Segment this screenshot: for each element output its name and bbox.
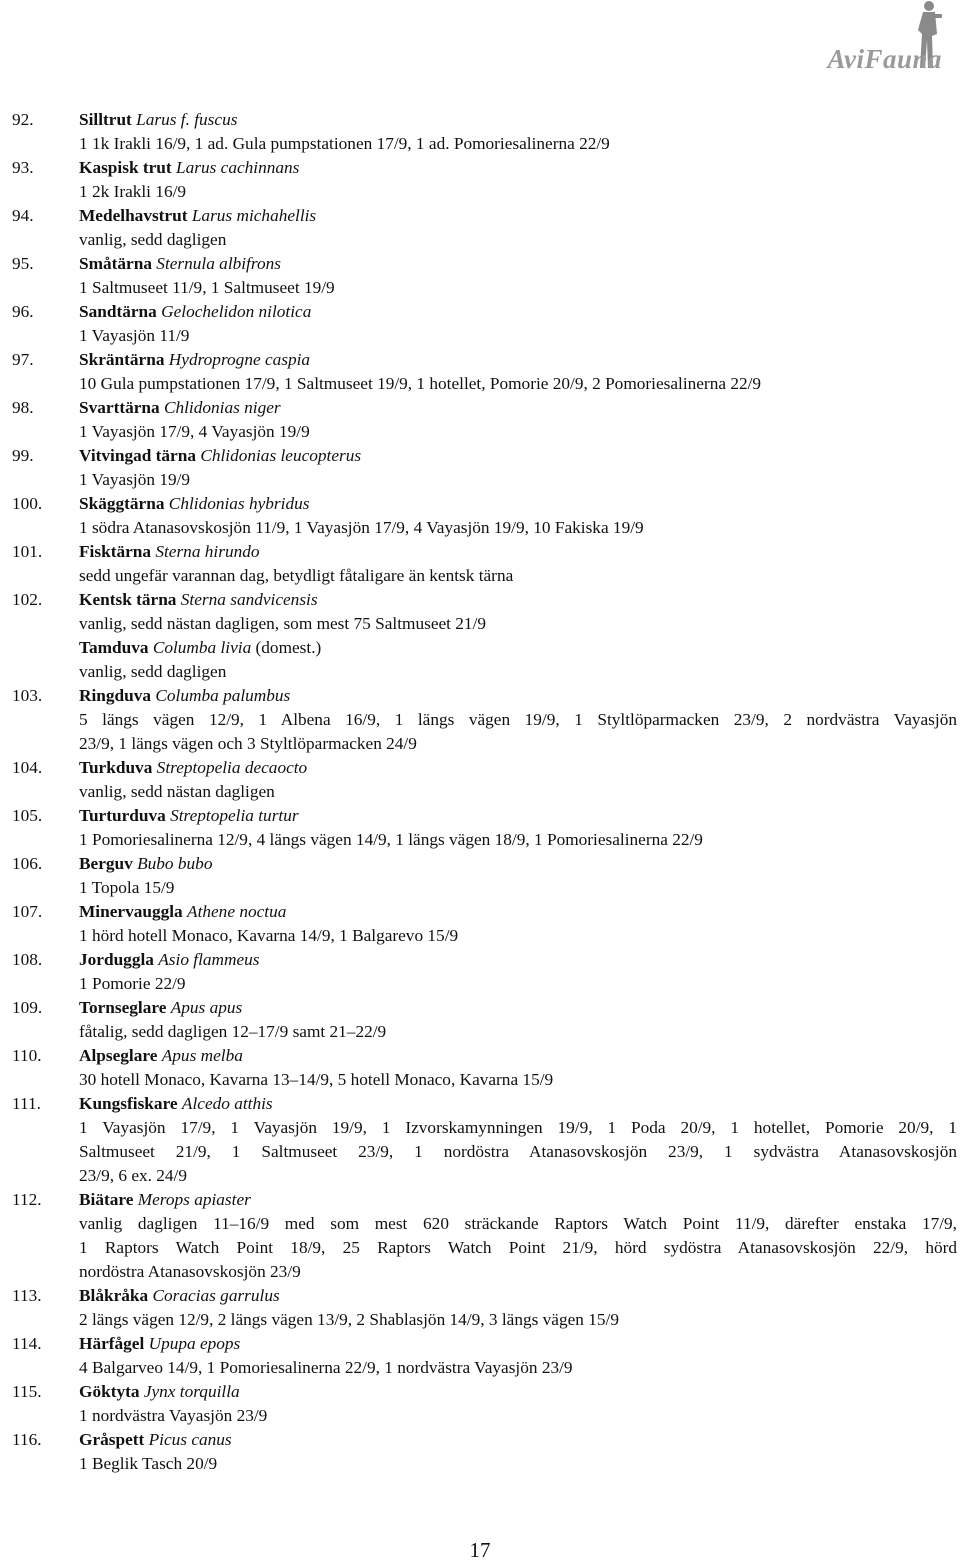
species-title — [79, 1092, 273, 1116]
species-title — [79, 348, 310, 372]
species-title — [79, 540, 260, 564]
species-title — [79, 1428, 232, 1452]
scientific-name: Hydroprogne caspia — [168, 350, 311, 369]
species-number: 114. — [12, 1334, 42, 1353]
observation-line — [0, 612, 960, 636]
species-entry — [0, 348, 960, 396]
page-number: 17 — [469, 1538, 491, 1562]
scientific-name: Columba palumbus — [155, 686, 291, 705]
species-heading — [0, 1284, 960, 1308]
species-number: 98. — [12, 398, 34, 417]
observation-text: 5 längs vägen 12/9, 1 Albena 16/9, 1 längs vägen 19/9, 1 Styltlöparmacken 23/9, 2 nordvästra Vayasjön — [79, 710, 957, 729]
observation-text: 1 Saltmuseet 11/9, 1 Saltmuseet 19/9 — [79, 278, 335, 297]
species-number: 113. — [12, 1286, 42, 1305]
species-title — [79, 804, 299, 828]
species-heading — [0, 900, 960, 924]
observation-line — [0, 228, 960, 252]
scientific-name: Sternula albifrons — [156, 254, 281, 273]
observation-text: 1 1k Irakli 16/9, 1 ad. Gula pumpstationen 17/9, 1 ad. Pomoriesalinerna 22/9 — [79, 134, 610, 153]
species-title — [79, 900, 286, 924]
scientific-name: Columba livia — [152, 638, 252, 657]
species-entry — [0, 684, 960, 756]
swedish-name: Berguv — [79, 854, 133, 873]
swedish-name: Svarttärna — [79, 398, 160, 417]
observation-line — [0, 732, 960, 756]
observation-text: 1 Beglik Tasch 20/9 — [79, 1454, 218, 1473]
species-title — [79, 948, 260, 972]
species-heading — [0, 252, 960, 276]
scientific-name: Jynx torquilla — [143, 1382, 240, 1401]
observation-text: fåtalig, sedd dagligen 12–17/9 samt 21–22/9 — [79, 1022, 387, 1041]
observation-text: nordöstra Atanasovskosjön 23/9 — [79, 1262, 301, 1281]
species-entry — [0, 756, 960, 804]
scientific-name: Streptopelia decaocto — [156, 758, 308, 777]
species-heading — [0, 444, 960, 468]
species-number: 105. — [12, 806, 43, 825]
species-heading — [0, 300, 960, 324]
scientific-name: Larus michahellis — [191, 206, 317, 225]
observation-text: vanlig, sedd dagligen — [79, 230, 227, 249]
species-heading — [0, 588, 960, 612]
observation-line — [0, 1116, 960, 1140]
species-heading — [0, 1380, 960, 1404]
observation-line — [0, 780, 960, 804]
species-heading — [0, 852, 960, 876]
species-heading — [0, 996, 960, 1020]
observation-line — [0, 276, 960, 300]
swedish-name: Biätare — [79, 1190, 134, 1209]
observation-text: Saltmuseet 21/9, 1 Saltmuseet 23/9, 1 nordöstra Atanasovskosjön 23/9, 1 sydvästra Atanasovskosjön — [79, 1142, 957, 1161]
species-entry — [0, 1188, 960, 1284]
species-title — [79, 684, 290, 708]
species-entry — [0, 588, 960, 636]
species-number: 116. — [12, 1430, 42, 1449]
species-entry — [0, 636, 960, 684]
species-number: 92. — [12, 110, 34, 129]
swedish-name: Vitvingad tärna — [79, 446, 196, 465]
species-number: 106. — [12, 854, 43, 873]
observation-line — [0, 1140, 960, 1164]
observation-line — [0, 1356, 960, 1380]
swedish-name: Skräntärna — [79, 350, 165, 369]
species-heading — [0, 804, 960, 828]
species-entry — [0, 1284, 960, 1332]
observation-text: 1 södra Atanasovskosjön 11/9, 1 Vayasjön 17/9, 4 Vayasjön 19/9, 10 Fakiska 19/9 — [79, 518, 644, 537]
observation-line — [0, 372, 960, 396]
observation-text: 1 Topola 15/9 — [79, 878, 175, 897]
species-list — [0, 108, 960, 1476]
species-entry — [0, 252, 960, 300]
species-heading — [0, 492, 960, 516]
swedish-name: Turkduva — [79, 758, 153, 777]
scientific-name: Athene noctua — [187, 902, 287, 921]
scientific-name: Chlidonias leucopterus — [200, 446, 362, 465]
species-entry — [0, 300, 960, 348]
species-title — [79, 588, 318, 612]
observation-line — [0, 876, 960, 900]
swedish-name: Sandtärna — [79, 302, 157, 321]
species-title — [79, 1332, 240, 1356]
swedish-name: Kaspisk trut — [79, 158, 172, 177]
scientific-name: Merops apiaster — [137, 1190, 251, 1209]
species-title — [79, 1284, 280, 1308]
swedish-name: Gråspett — [79, 1430, 145, 1449]
species-heading — [0, 540, 960, 564]
species-number: 99. — [12, 446, 34, 465]
scientific-name: Picus canus — [148, 1430, 232, 1449]
observation-text: 30 hotell Monaco, Kavarna 13–14/9, 5 hotell Monaco, Kavarna 15/9 — [79, 1070, 554, 1089]
species-title — [79, 492, 309, 516]
species-heading — [0, 156, 960, 180]
observation-line — [0, 1068, 960, 1092]
species-number: 96. — [12, 302, 34, 321]
species-entry — [0, 900, 960, 948]
swedish-name: Alpseglare — [79, 1046, 158, 1065]
observation-text: 23/9, 1 längs vägen och 3 Styltlöparmacken 24/9 — [79, 734, 417, 753]
species-entry — [0, 156, 960, 204]
species-heading — [0, 108, 960, 132]
swedish-name: Härfågel — [79, 1334, 145, 1353]
species-title — [79, 852, 212, 876]
observation-line — [0, 828, 960, 852]
observation-line — [0, 1212, 960, 1236]
scientific-name: Apus melba — [161, 1046, 243, 1065]
scientific-name: Chlidonias niger — [163, 398, 281, 417]
scientific-name: Apus apus — [170, 998, 243, 1017]
species-heading — [0, 1044, 960, 1068]
species-entry — [0, 108, 960, 156]
observation-text: 1 hörd hotell Monaco, Kavarna 14/9, 1 Balgarevo 15/9 — [79, 926, 459, 945]
species-title — [79, 996, 242, 1020]
species-number: 110. — [12, 1046, 42, 1065]
observation-text: 1 Vayasjön 11/9 — [79, 326, 190, 345]
observation-line — [0, 324, 960, 348]
species-title — [79, 444, 361, 468]
observation-text: 1 Raptors Watch Point 18/9, 25 Raptors Watch Point 21/9, hörd sydöstra Atanasovskosjön 22/9, hörd — [79, 1238, 957, 1257]
observation-line — [0, 180, 960, 204]
scientific-name: Sterna hirundo — [155, 542, 260, 561]
species-title — [79, 1380, 240, 1404]
species-number: 102. — [12, 590, 43, 609]
scientific-name: Larus cachinnans — [176, 158, 300, 177]
observation-line — [0, 516, 960, 540]
swedish-name: Silltrut — [79, 110, 132, 129]
species-heading — [0, 684, 960, 708]
species-number: 111. — [12, 1094, 41, 1113]
species-heading — [0, 1332, 960, 1356]
observation-line — [0, 924, 960, 948]
species-entry — [0, 996, 960, 1044]
observation-text: vanlig, sedd nästan dagligen — [79, 782, 275, 801]
species-number: 103. — [12, 686, 43, 705]
swedish-name: Tamduva — [79, 638, 149, 657]
species-number: 112. — [12, 1190, 42, 1209]
swedish-name: Jorduggla — [79, 950, 154, 969]
species-title — [79, 204, 316, 228]
observation-line — [0, 1308, 960, 1332]
scientific-name: Larus f. fuscus — [136, 110, 238, 129]
observation-line — [0, 1164, 960, 1188]
species-number: 93. — [12, 158, 34, 177]
swedish-name: Ringduva — [79, 686, 152, 705]
species-number: 94. — [12, 206, 34, 225]
observation-text: 1 Vayasjön 17/9, 4 Vayasjön 19/9 — [79, 422, 310, 441]
name-qualifier: (domest.) — [251, 638, 322, 657]
species-number: 109. — [12, 998, 43, 1017]
observation-text: 1 Pomorie 22/9 — [79, 974, 186, 993]
observation-line — [0, 468, 960, 492]
species-number: 101. — [12, 542, 43, 561]
observation-text: 1 Vayasjön 19/9 — [79, 470, 191, 489]
species-title — [79, 1188, 251, 1212]
species-entry — [0, 1044, 960, 1092]
observation-text: 23/9, 6 ex. 24/9 — [79, 1166, 187, 1185]
observation-line — [0, 1020, 960, 1044]
swedish-name: Turturduva — [79, 806, 166, 825]
observation-line — [0, 1260, 960, 1284]
species-number: 100. — [12, 494, 43, 513]
logo-text: AviFauna — [827, 44, 942, 74]
swedish-name: Kentsk tärna — [79, 590, 177, 609]
species-heading — [0, 948, 960, 972]
scientific-name: Streptopelia turtur — [170, 806, 299, 825]
swedish-name: Tornseglare — [79, 998, 167, 1017]
observation-text: 2 längs vägen 12/9, 2 längs vägen 13/9, 2 Shablasjön 14/9, 3 längs vägen 15/9 — [79, 1310, 619, 1329]
species-title — [79, 756, 307, 780]
observation-line — [0, 1452, 960, 1476]
observation-text: vanlig dagligen 11–16/9 med som mest 620 sträckande Raptors Watch Point 11/9, därefter enstaka 17/9, — [79, 1214, 957, 1233]
species-heading — [0, 1092, 960, 1116]
species-number: 95. — [12, 254, 34, 273]
observation-text: 1 2k Irakli 16/9 — [79, 182, 187, 201]
species-title — [79, 636, 321, 660]
scientific-name: Gelochelidon nilotica — [161, 302, 312, 321]
observation-text: vanlig, sedd dagligen — [79, 662, 227, 681]
avifauna-logo — [744, 0, 944, 80]
observation-text: 10 Gula pumpstationen 17/9, 1 Saltmuseet 19/9, 1 hotellet, Pomorie 20/9, 2 Pomoriesalinerna 22/9 — [79, 374, 762, 393]
observation-text: vanlig, sedd nästan dagligen, som mest 75 Saltmuseet 21/9 — [79, 614, 487, 633]
species-entry — [0, 804, 960, 852]
observation-line — [0, 1404, 960, 1428]
observation-line — [0, 972, 960, 996]
species-heading — [0, 396, 960, 420]
species-title — [79, 252, 281, 276]
species-number: 107. — [12, 902, 43, 921]
species-entry — [0, 444, 960, 492]
swedish-name: Minervauggla — [79, 902, 183, 921]
species-entry — [0, 1332, 960, 1380]
observation-text: sedd ungefär varannan dag, betydligt fåtaligare än kentsk tärna — [79, 566, 514, 585]
observation-line — [0, 708, 960, 732]
species-entry — [0, 396, 960, 444]
species-entry — [0, 1092, 960, 1188]
species-entry — [0, 1428, 960, 1476]
species-title — [79, 1044, 243, 1068]
species-entry — [0, 204, 960, 252]
observation-line — [0, 132, 960, 156]
observation-text: 1 Pomoriesalinerna 12/9, 4 längs vägen 14/9, 1 längs vägen 18/9, 1 Pomoriesalinerna 22/9 — [79, 830, 703, 849]
species-entry — [0, 1380, 960, 1428]
scientific-name: Coracias garrulus — [152, 1286, 280, 1305]
scientific-name: Asio flammeus — [158, 950, 260, 969]
observation-text: 1 nordvästra Vayasjön 23/9 — [79, 1406, 268, 1425]
scientific-name: Chlidonias hybridus — [168, 494, 310, 513]
observation-line — [0, 564, 960, 588]
species-heading — [0, 348, 960, 372]
swedish-name: Skäggtärna — [79, 494, 165, 513]
species-heading — [0, 636, 960, 660]
scientific-name: Sterna sandvicensis — [180, 590, 318, 609]
species-heading — [0, 204, 960, 228]
scientific-name: Upupa epops — [148, 1334, 241, 1353]
swedish-name: Medelhavstrut — [79, 206, 188, 225]
species-entry — [0, 948, 960, 996]
species-number: 97. — [12, 350, 34, 369]
swedish-name: Kungsfiskare — [79, 1094, 178, 1113]
species-entry — [0, 540, 960, 588]
species-title — [79, 300, 311, 324]
species-number: 108. — [12, 950, 43, 969]
observation-text: 1 Vayasjön 17/9, 1 Vayasjön 19/9, 1 Izvorskamynningen 19/9, 1 Poda 20/9, 1 hotellet, Pomorie 20/9, 1 — [79, 1118, 957, 1137]
swedish-name: Småtärna — [79, 254, 152, 273]
species-number: 104. — [12, 758, 43, 777]
species-number: 115. — [12, 1382, 42, 1401]
species-heading — [0, 1188, 960, 1212]
swedish-name: Göktyta — [79, 1382, 140, 1401]
observation-text: 4 Balgarveo 14/9, 1 Pomoriesalinerna 22/9, 1 nordvästra Vayasjön 23/9 — [79, 1358, 573, 1377]
observation-line — [0, 1236, 960, 1260]
species-title — [79, 108, 237, 132]
swedish-name: Blåkråka — [79, 1286, 149, 1305]
species-title — [79, 156, 299, 180]
species-entry — [0, 492, 960, 540]
species-heading — [0, 756, 960, 780]
scientific-name: Bubo bubo — [137, 854, 213, 873]
species-entry — [0, 852, 960, 900]
scientific-name: Alcedo atthis — [181, 1094, 273, 1113]
species-title — [79, 396, 281, 420]
observation-line — [0, 660, 960, 684]
observation-line — [0, 420, 960, 444]
species-heading — [0, 1428, 960, 1452]
swedish-name: Fisktärna — [79, 542, 152, 561]
